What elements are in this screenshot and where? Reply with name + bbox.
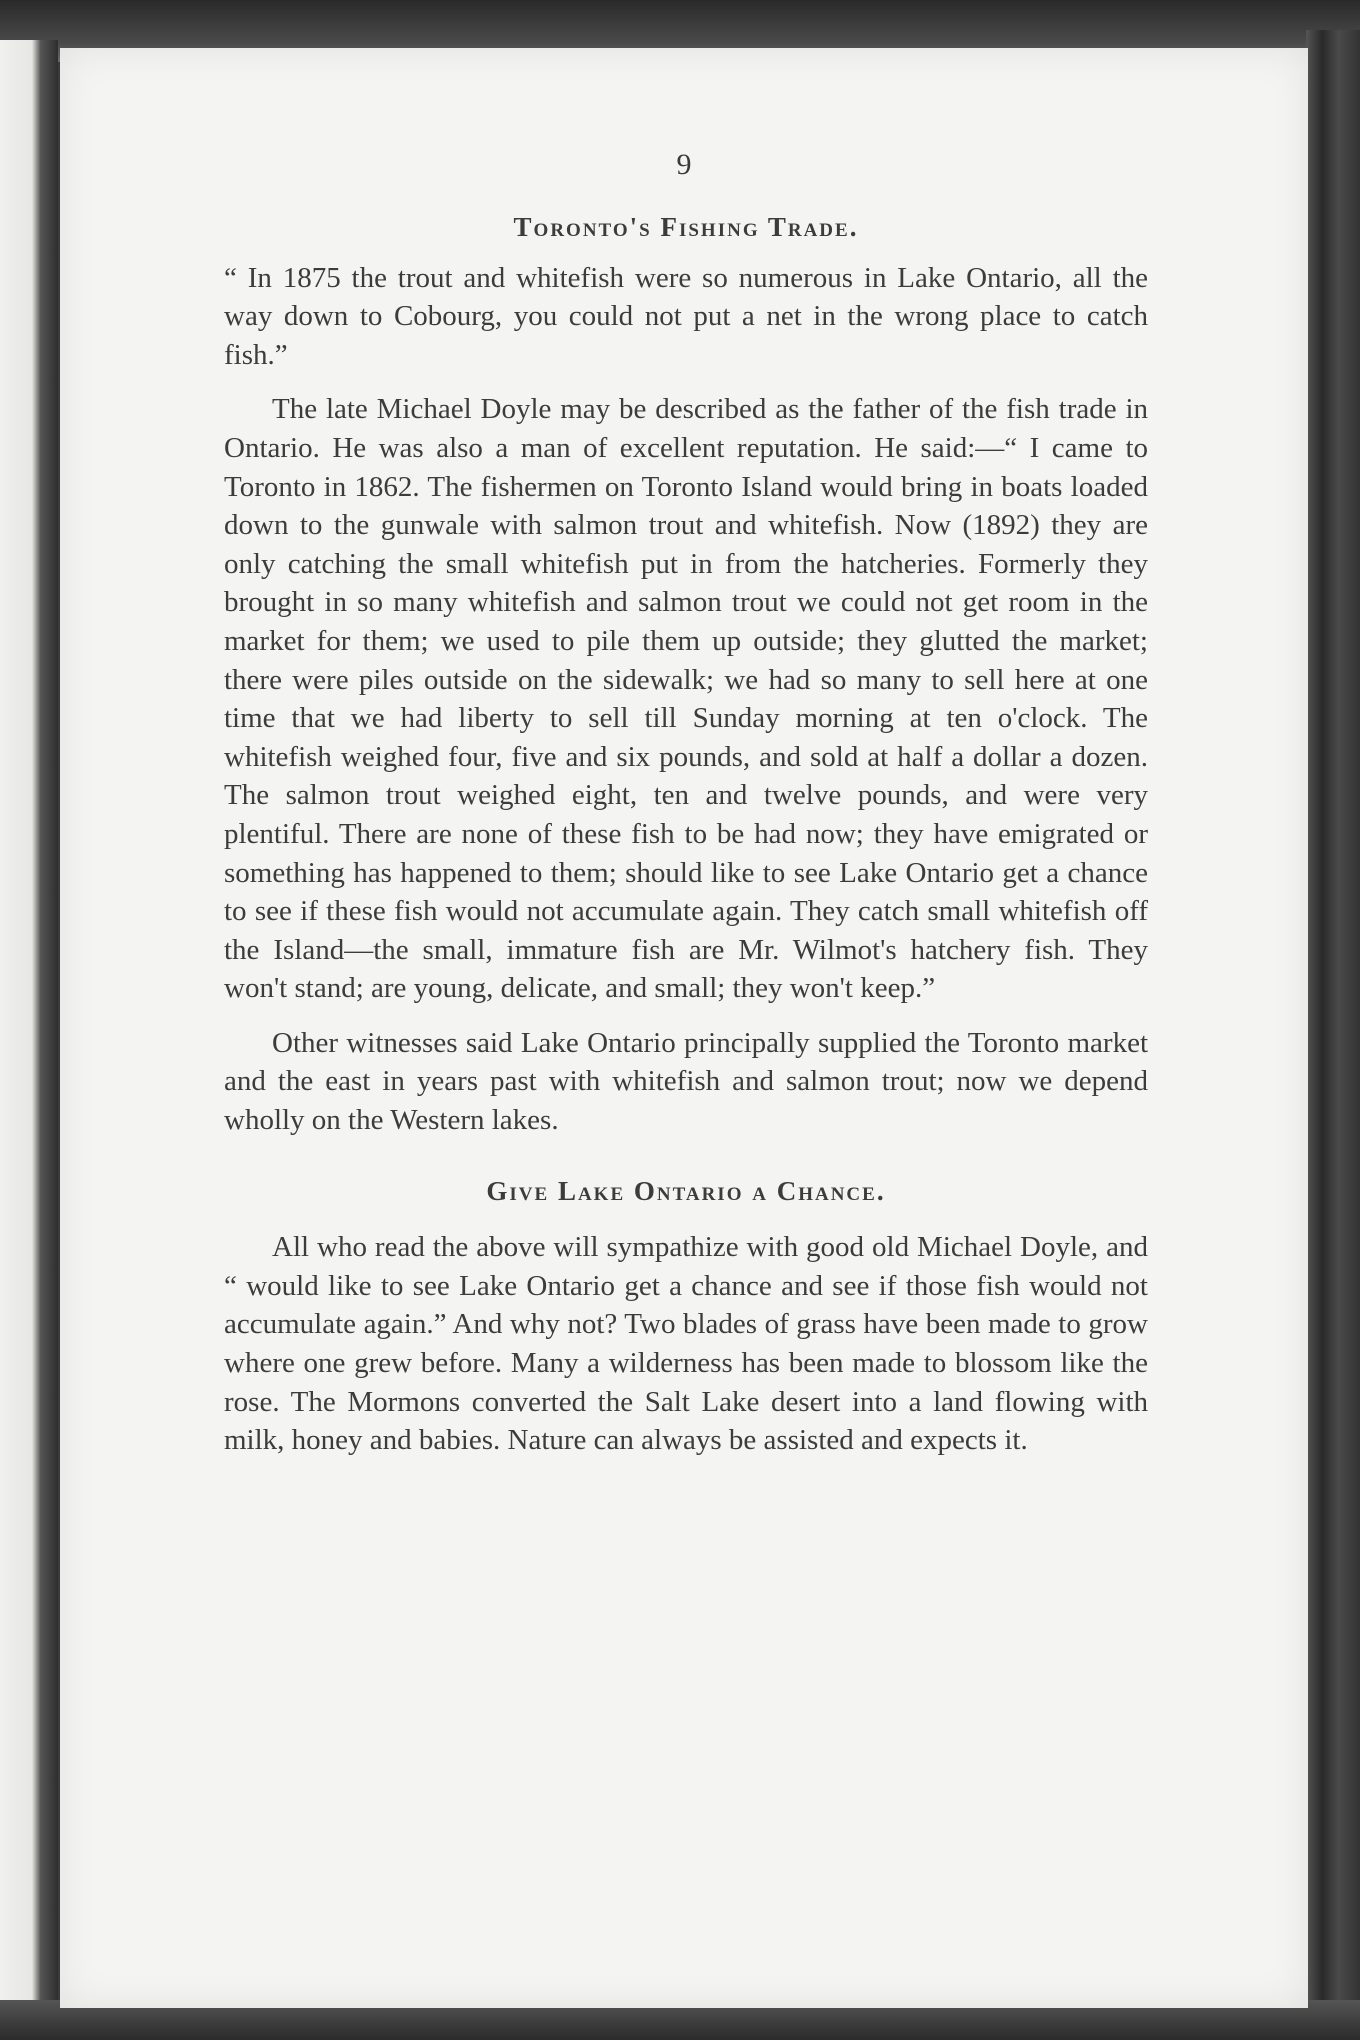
paragraph-quote-1875: “ In 1875 the trout and whitefish were so numerous in Lake Ontario, all the way down to Cobourg, you could not put a net in the wrong place to catch fish.” [224, 261, 1148, 371]
book-page [60, 48, 1308, 2008]
paragraph-sympathize: All who read the above will sympathize with good old Michael Doyle, and “ would like to see Lake Ontario get a chance and see if those fish would not accumulate again.” And why not? Two blades of grass have been made to grow where one grew before. Many a wilderness has been made to blossom like the rose. The Mormons converted the Salt Lake desert into a land flowing with milk, honey and babies. Nature can always be assisted and expects it. [224, 1231, 1148, 1457]
paragraph-michael-doyle: The late Michael Doyle may be described as the father of the fish trade in Ontario. He was also a man of excellent reputation. He said:—“ I came to Toronto in 1862. The fishermen on Toronto Island would bring in boats loaded down to the gunwale with salmon trout and whitefish. Now (1892) they are only catching the small whitefish put in from the hatcheries. Formerly they brought in so many whitefish and salmon trout we could not get room in the market for them; we used to pile them up outside; they glutted the market; there were piles outside on the sidewalk; we had so many to sell here at one time that we had liberty to sell till Sunday morning at ten o'clock. The whitefish weighed four, five and six pounds, and sold at half a dollar a dozen. The salmon trout weighed eight, ten and twelve pounds, and were very plentiful. There are none of these fish to be had now; they have emigrated or something has happened to them; should like to see Lake Ontario get a chance to see if these fish would not accumulate again. They catch small whitefish off the Island—the small, immature fish are Mr. Wilmot's hatchery fish. They won't stand; are young, delicate, and small; they won't keep.” [224, 393, 1148, 1005]
page-number: 9 [676, 148, 692, 181]
section-heading-fishing-trade: Toronto's Fishing Trade. [513, 212, 859, 242]
book-left-edge [0, 40, 58, 2010]
page-content [224, 208, 1148, 1460]
book-right-edge [1306, 30, 1360, 2020]
paragraph-other-witnesses: Other witnesses said Lake Ontario principally supplied the Toronto market and the east in years past with whitefish and salmon trout; now we depend wholly on the Western lakes. [224, 1026, 1148, 1137]
section-heading-give-lake-ontario-a-chance: Give Lake Ontario a Chance. [486, 1175, 886, 1206]
